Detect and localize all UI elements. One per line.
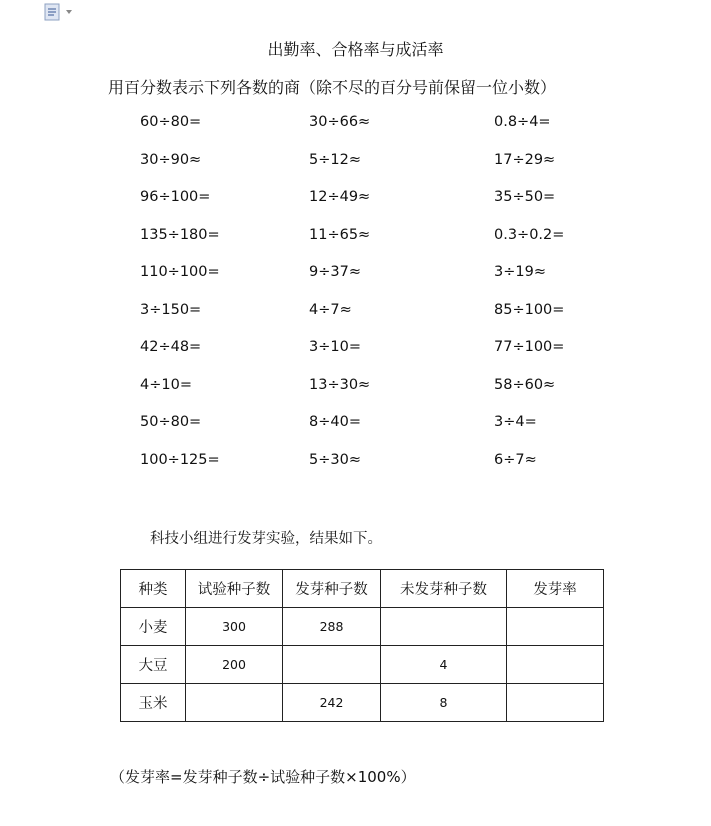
problem-item: 3÷4=	[494, 414, 537, 430]
problem-item: 58÷60≈	[494, 376, 556, 393]
problem-item: 5÷12≈	[309, 151, 361, 168]
table-header: 发芽率	[507, 570, 604, 608]
problem-item: 17÷29≈	[494, 151, 556, 168]
problem-row	[140, 152, 600, 190]
problem-row	[140, 227, 600, 265]
germination-table	[120, 569, 604, 722]
table-header: 种类	[121, 570, 186, 608]
problem-item: 50÷80=	[140, 414, 202, 430]
problem-item: 0.3÷0.2=	[494, 226, 565, 243]
problem-row	[140, 377, 600, 415]
problem-item: 3÷150=	[140, 301, 202, 318]
problem-item: 3÷10=	[309, 339, 361, 355]
problem-item: 5÷30≈	[309, 451, 361, 468]
table-cell: 200	[186, 646, 283, 684]
table-cell: 242	[283, 684, 381, 722]
problem-item: 110÷100=	[140, 264, 220, 280]
problem-item: 4÷10=	[140, 376, 192, 393]
problem-item: 30÷66≈	[309, 114, 371, 130]
table-cell	[507, 646, 604, 684]
germination-formula: （发芽率=发芽种子数÷试验种子数×100%）	[110, 768, 416, 786]
problem-item: 9÷37≈	[309, 264, 361, 280]
problem-row	[140, 452, 600, 490]
table-row	[121, 684, 604, 722]
problem-row	[140, 264, 600, 302]
problem-item: 85÷100=	[494, 301, 565, 318]
table-cell: 288	[283, 608, 381, 646]
table-cell	[507, 684, 604, 722]
problem-item: 4÷7≈	[309, 301, 352, 318]
problem-item: 96÷100=	[140, 189, 211, 205]
table-cell: 8	[381, 684, 507, 722]
problem-item: 6÷7≈	[494, 451, 537, 468]
problem-grid	[140, 114, 600, 489]
problem-item: 77÷100=	[494, 339, 565, 355]
problem-item: 3÷19≈	[494, 264, 546, 280]
problem-row	[140, 189, 600, 227]
table-header: 发芽种子数	[283, 570, 381, 608]
table-cell: 300	[186, 608, 283, 646]
table-row	[121, 646, 604, 684]
table-cell	[381, 608, 507, 646]
table-cell: 玉米	[121, 684, 186, 722]
problem-item: 11÷65≈	[309, 226, 371, 243]
table-cell: 4	[381, 646, 507, 684]
problem-row	[140, 339, 600, 377]
table-cell: 大豆	[121, 646, 186, 684]
table-cell	[283, 646, 381, 684]
problem-item: 100÷125=	[140, 451, 220, 468]
problem-item: 12÷49≈	[309, 189, 371, 205]
problem-item: 135÷180=	[140, 226, 220, 243]
table-header-row	[121, 570, 604, 608]
table-header: 未发芽种子数	[381, 570, 507, 608]
problem-item: 30÷90≈	[140, 151, 202, 168]
problem-item: 35÷50=	[494, 189, 556, 205]
experiment-intro: 科技小组进行发芽实验，结果如下。	[150, 531, 382, 547]
instruction-text: 用百分数表示下列各数的商（除不尽的百分号前保留一位小数）	[108, 78, 557, 97]
problem-row	[140, 114, 600, 152]
table-cell	[186, 684, 283, 722]
problem-item: 8÷40=	[309, 414, 361, 430]
table-row	[121, 608, 604, 646]
page-title: 出勤率、合格率与成活率	[267, 40, 444, 59]
table-cell: 小麦	[121, 608, 186, 646]
problem-row	[140, 414, 600, 452]
problem-row	[140, 302, 600, 340]
problem-item: 0.8÷4=	[494, 114, 551, 130]
problem-item: 13÷30≈	[309, 376, 371, 393]
problem-item: 60÷80=	[140, 114, 202, 130]
table-cell	[507, 608, 604, 646]
document-menu-icon[interactable]	[44, 3, 74, 21]
problem-item: 42÷48=	[140, 339, 202, 355]
table-header: 试验种子数	[186, 570, 283, 608]
